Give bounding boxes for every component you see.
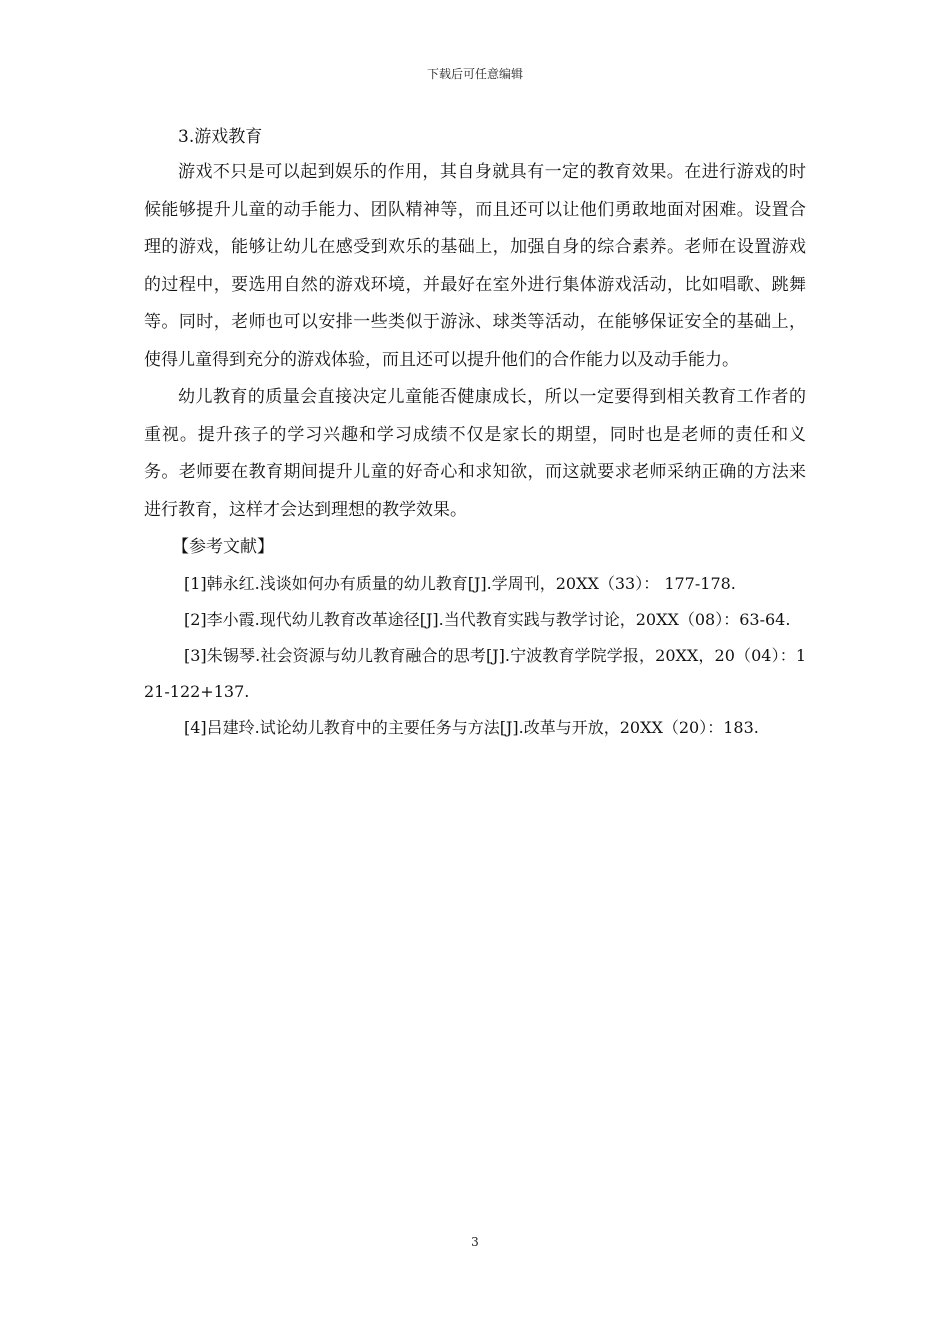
reference-item-1: [1]韩永红.浅谈如何办有质量的幼儿教育[J].学周刊，20XX（33）： 177-178. xyxy=(184,574,736,593)
page-number: 3 xyxy=(471,1235,479,1249)
page-header: 下载后可任意编辑 xyxy=(426,67,523,81)
reference-item-2: [2]李小霞.现代幼儿教育改革途径[J].当代教育实践与教学讨论，20XX（08）：63-64. xyxy=(184,610,791,629)
section-title: 3.游戏教育 xyxy=(178,127,263,147)
paragraph-games: 游戏不只是可以起到娱乐的作用，其自身就具有一定的教育效果。在进行游戏的时候能够提升儿童的动手能力、团队精神等，而且还可以让他们勇敢地面对困难。设置合理的游戏，能够让幼儿在感受到欢乐的基础上，加强自身的综合素养。老师在设置游戏的过程中，要选用自然的游戏环境，并最好在室外进行集体游戏活动，比如唱歌、跳舞等。同时，老师也可以安排一些类似于游泳、球类等活动，在能够保证安全的基础上，使得儿童得到充分的游戏体验，而且还可以提升他们的合作能力以及动手能力。 xyxy=(144,162,806,370)
references-title: 【参考文献】 xyxy=(172,537,274,557)
document-body xyxy=(144,120,806,746)
reference-item-3: [3]朱锡琴.社会资源与幼儿教育融合的思考[J].宁波教育学院学报，20XX，20（04）：121-122+137. xyxy=(144,646,806,701)
reference-item-4: [4]吕建玲.试论幼儿教育中的主要任务与方法[J].改革与开放，20XX（20）：183. xyxy=(184,718,759,737)
paragraph-conclusion: 幼儿教育的质量会直接决定儿童能否健康成长，所以一定要得到相关教育工作者的重视。提升孩子的学习兴趣和学习成绩不仅是家长的期望，同时也是老师的责任和义务。老师要在教育期间提升儿童的好奇心和求知欲，而这就要求老师采纳正确的方法来进行教育，这样才会达到理想的教学效果。 xyxy=(144,387,806,520)
